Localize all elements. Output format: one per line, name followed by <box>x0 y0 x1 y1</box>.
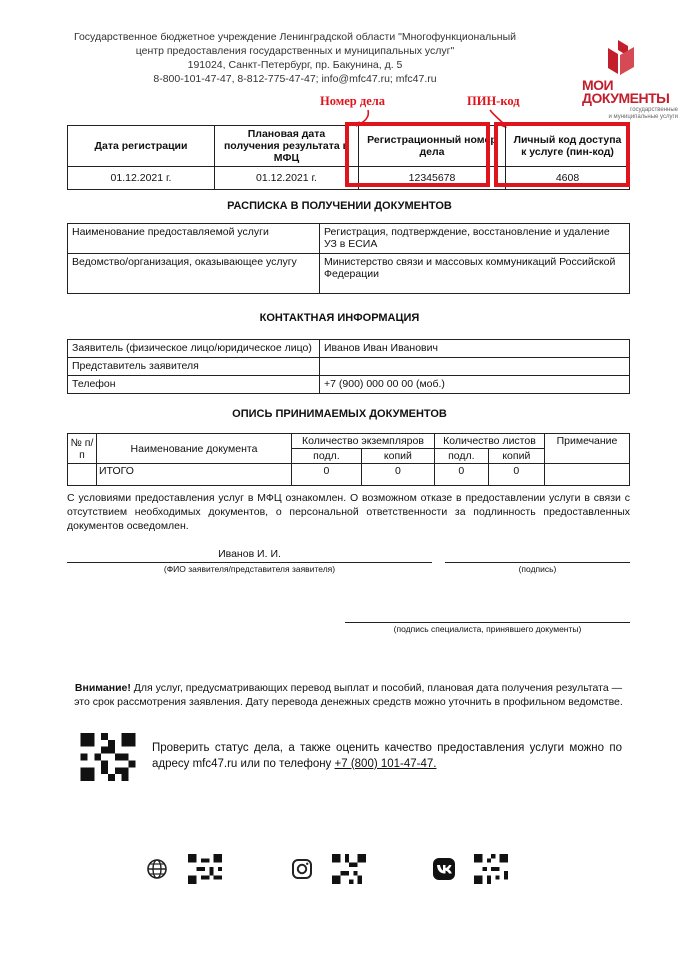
applicant-line <box>67 562 432 563</box>
service-value: Регистрация, подтверждение, восстановление и удаление УЗ в ЕСИА <box>320 224 630 254</box>
service-label: Наименование предоставляемой услуги <box>68 224 320 254</box>
agency-value: Министерство связи и массовых коммуникаций Российской Федерации <box>320 254 630 294</box>
total-number <box>68 464 97 486</box>
org-contacts: 8-800-101-47-47, 8-812-775-47-47; info@mfc47.ru; mfc47.ru <box>153 73 437 85</box>
sub-sheets-copy: копий <box>488 449 544 464</box>
specialist-line <box>345 622 630 623</box>
total-sheets-copy: 0 <box>488 464 544 486</box>
org-line-2: центр предоставления государственных и муниципальных услуг" <box>135 45 455 57</box>
notice-bold: Внимание! <box>74 682 131 694</box>
col-copies: Количество экземпляров <box>292 434 435 449</box>
logo-mark-icon <box>604 38 638 76</box>
representative-value <box>320 358 630 376</box>
receipt-table <box>67 223 630 294</box>
header-planned-date: Плановая дата получения результата в МФЦ <box>215 126 359 167</box>
instagram-qr-code <box>332 853 366 885</box>
org-address: 191024, Санкт-Петербург, пр. Бакунина, д. 5 <box>187 59 403 71</box>
logo-word-1: МОИ <box>582 77 614 93</box>
sign-line <box>445 562 630 563</box>
logo-word-2: ДОКУМЕНТЫ <box>582 90 670 106</box>
status-qr-code <box>80 733 136 781</box>
contact-title: КОНТАКТНАЯ ИНФОРМАЦИЯ <box>259 312 420 324</box>
specialist-caption: (подпись специалиста, принявшего документы) <box>393 624 582 634</box>
case-number-highlight <box>345 122 490 187</box>
total-sheets-orig: 0 <box>434 464 488 486</box>
contact-table <box>67 339 630 394</box>
status-text <box>152 740 622 772</box>
total-label: ИТОГО <box>97 464 292 486</box>
status-message: Проверить статус дела, а также оценить качество предоставления услуги можно по адресу mfc47.ru или по телефону <box>152 742 622 770</box>
col-doc-name: Наименование документа <box>97 434 292 464</box>
vk-qr-code <box>474 853 508 885</box>
total-copies-orig: 0 <box>292 464 362 486</box>
website-qr-code <box>188 853 222 885</box>
value-pin: 4608 <box>506 167 630 190</box>
col-number: № п/п <box>68 434 97 464</box>
logo-sub-2: и муниципальные услуги <box>608 114 678 120</box>
value-reg-number: 12345678 <box>359 167 506 190</box>
pin-annotation: ПИН-код <box>467 94 520 108</box>
phone-value: +7 (900) 000 00 00 (моб.) <box>320 376 630 394</box>
notice-text: Для услуг, предусматривающих перевод выплат и пособий, плановая дата получения результата — это срок рассмотрения заявления. Дату перевода денежных средств можно уточнить в профильном ведомстве. <box>74 682 623 708</box>
globe-icon[interactable] <box>146 858 168 880</box>
total-note <box>545 464 630 486</box>
applicant-caption: (ФИО заявителя/представителя заявителя) <box>163 564 336 574</box>
org-line-1: Государственное бюджетное учреждение Ленинградской области "Многофункциональный <box>73 31 516 43</box>
receipt-title: РАСПИСКА В ПОЛУЧЕНИИ ДОКУМЕНТОВ <box>227 200 452 212</box>
col-note: Примечание <box>545 434 630 464</box>
organization-header <box>60 30 530 86</box>
logo-subtitle <box>588 107 678 121</box>
col-sheets: Количество листов <box>434 434 544 449</box>
logo-sub-1: государственные <box>630 107 678 113</box>
header-pin: Личный код доступа к услуге (пин-код) <box>506 126 630 167</box>
applicant-label: Заявитель (физическое лицо/юридическое лицо) <box>68 340 320 358</box>
sub-sheets-orig: подл. <box>434 449 488 464</box>
vk-icon[interactable] <box>433 858 455 880</box>
notice <box>67 681 630 709</box>
instagram-icon[interactable] <box>291 858 313 880</box>
sub-copies-orig: подл. <box>292 449 362 464</box>
phone-label: Телефон <box>68 376 320 394</box>
inventory-table <box>67 433 630 486</box>
pin-highlight <box>494 122 630 187</box>
sub-copies-copy: копий <box>361 449 434 464</box>
status-phone-link[interactable]: +7 (800) 101-47-47. <box>334 758 437 770</box>
total-copies-copy: 0 <box>361 464 434 486</box>
representative-label: Представитель заявителя <box>68 358 320 376</box>
value-reg-date: 01.12.2021 г. <box>68 167 215 190</box>
header-reg-date: Дата регистрации <box>68 126 215 167</box>
sign-caption: (подпись) <box>518 564 557 574</box>
value-planned-date: 01.12.2021 г. <box>215 167 359 190</box>
applicant-name: Иванов И. И. <box>218 548 281 560</box>
applicant-value: Иванов Иван Иванович <box>320 340 630 358</box>
consent-text: С условиями предоставления услуг в МФЦ ознакомлен. О возможном отказе в предоставлении услуги в связи с отсутствием необходимых документов, о персональной ответственности за подлинность предоставленных документов осведомлен. <box>67 492 630 532</box>
agency-label: Ведомство/организация, оказывающее услугу <box>68 254 320 294</box>
header-reg-number: Регистрационный номер дела <box>359 126 506 167</box>
inventory-title: ОПИСЬ ПРИНИМАЕМЫХ ДОКУМЕНТОВ <box>232 408 447 420</box>
case-number-annotation: Номер дела <box>320 94 386 108</box>
